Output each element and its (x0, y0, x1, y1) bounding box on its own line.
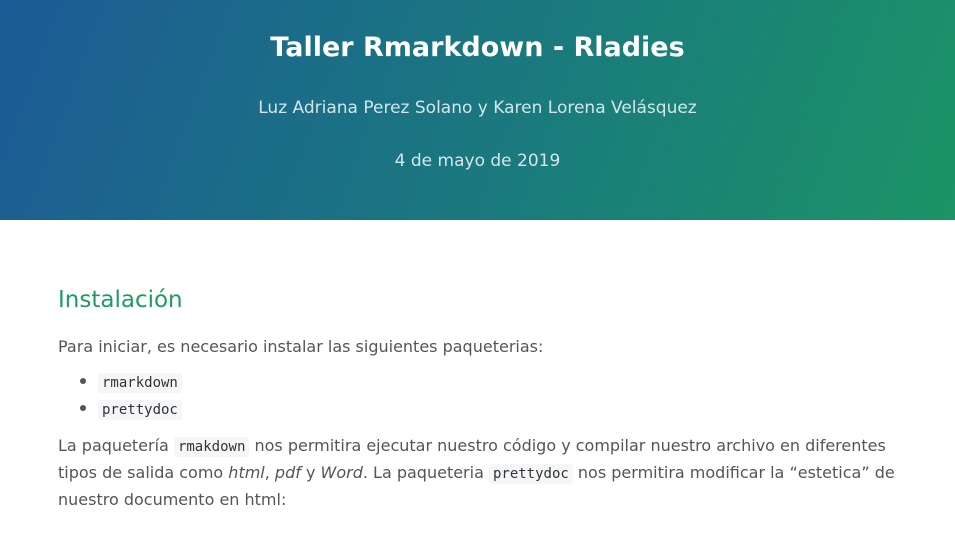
page-title: Taller Rmarkdown - Rladies (270, 32, 685, 63)
text-span: nos permitira modificar la “estetica” de nuestro documento en html: (58, 463, 895, 509)
text-span: , (264, 463, 275, 482)
inline-code-rmakdown: rmakdown (174, 437, 249, 457)
description-paragraph (58, 433, 898, 512)
bullet-icon (80, 405, 86, 411)
text-span: nos permitira ejecutar nuestro código y compilar nuestro archivo en diferentes tipos de salida como (58, 436, 886, 482)
intro-paragraph: Para iniciar, es necesario instalar las siguientes paqueterias: (58, 337, 544, 356)
text-span: y (300, 463, 321, 482)
text-span: La paquetería (58, 436, 174, 455)
emphasis-word: Word (320, 463, 363, 482)
section-heading-instalacion: Instalación (58, 287, 183, 313)
emphasis-pdf: pdf (274, 463, 301, 482)
title-header (0, 0, 955, 220)
inline-code-prettydoc: prettydoc (489, 464, 573, 484)
text-span: . La paqueteria (362, 463, 489, 482)
bullet-icon (80, 378, 86, 384)
package-code: rmarkdown (98, 373, 182, 393)
main-content (58, 282, 898, 512)
package-code: prettydoc (98, 400, 182, 420)
list-item (98, 369, 898, 396)
package-list (58, 369, 898, 423)
emphasis-html: html (228, 463, 265, 482)
list-item (98, 396, 898, 423)
publish-date: 4 de mayo de 2019 (394, 151, 561, 171)
authors: Luz Adriana Perez Solano y Karen Lorena Velásquez (258, 98, 697, 118)
